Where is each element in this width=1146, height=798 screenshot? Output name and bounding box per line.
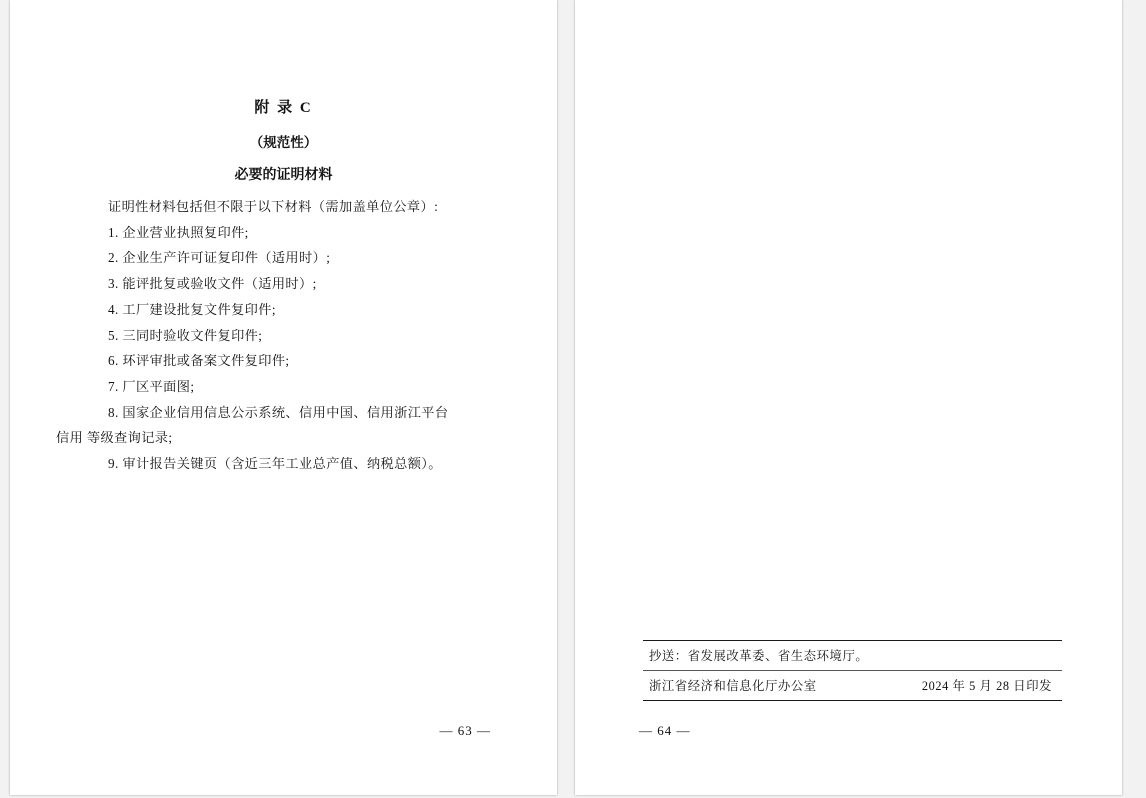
appendix-subtitle: （规范性） xyxy=(249,135,318,150)
document-page-2[interactable] xyxy=(575,0,1122,795)
list-item: 7. 厂区平面图; xyxy=(108,378,195,394)
copy-to-row xyxy=(643,641,1062,670)
issue-date: 2024 年 5 月 28 日印发 xyxy=(921,679,1052,693)
list-item-text: 8. 国家企业信用信息公示系统、信用中国、信用浙江平台 xyxy=(108,404,449,420)
list-item: 1. 企业营业执照复印件; xyxy=(108,224,249,240)
appendix-body xyxy=(10,200,557,470)
page-number: — 63 — xyxy=(439,723,491,738)
list-item: 5. 三同时验收文件复印件; xyxy=(108,327,263,343)
copy-to-text: 抄送：省发展改革委、省生态环境厅。 xyxy=(649,649,869,663)
appendix-heading: 必要的证明材料 xyxy=(234,168,333,183)
issuer-name: 浙江省经济和信息化厅办公室 xyxy=(649,679,817,693)
list-item: 2. 企业生产许可证复印件（适用时）; xyxy=(108,250,331,266)
appendix-title: 附 录 C xyxy=(254,100,313,116)
divider-bottom xyxy=(643,700,1062,701)
list-item-continuation: 信用 等级查询记录; xyxy=(56,430,173,446)
issuer-row xyxy=(643,671,1062,700)
list-item: 4. 工厂建设批复文件复印件; xyxy=(108,301,276,317)
page-2-content xyxy=(575,0,1122,795)
page-number: — 64 — xyxy=(639,723,691,738)
list-item xyxy=(56,404,499,446)
intro-paragraph: 证明性材料包括但不限于以下材料（需加盖单位公章）: xyxy=(108,199,439,214)
page-1-content xyxy=(10,0,557,795)
list-item: 3. 能评批复或验收文件（适用时）; xyxy=(108,276,317,292)
distribution-block xyxy=(643,640,1062,701)
list-item: 9. 审计报告关键页（含近三年工业总产值、纳税总额）。 xyxy=(108,456,442,472)
list-item: 6. 环评审批或备案文件复印件; xyxy=(108,353,290,369)
document-page-1[interactable] xyxy=(10,0,557,795)
